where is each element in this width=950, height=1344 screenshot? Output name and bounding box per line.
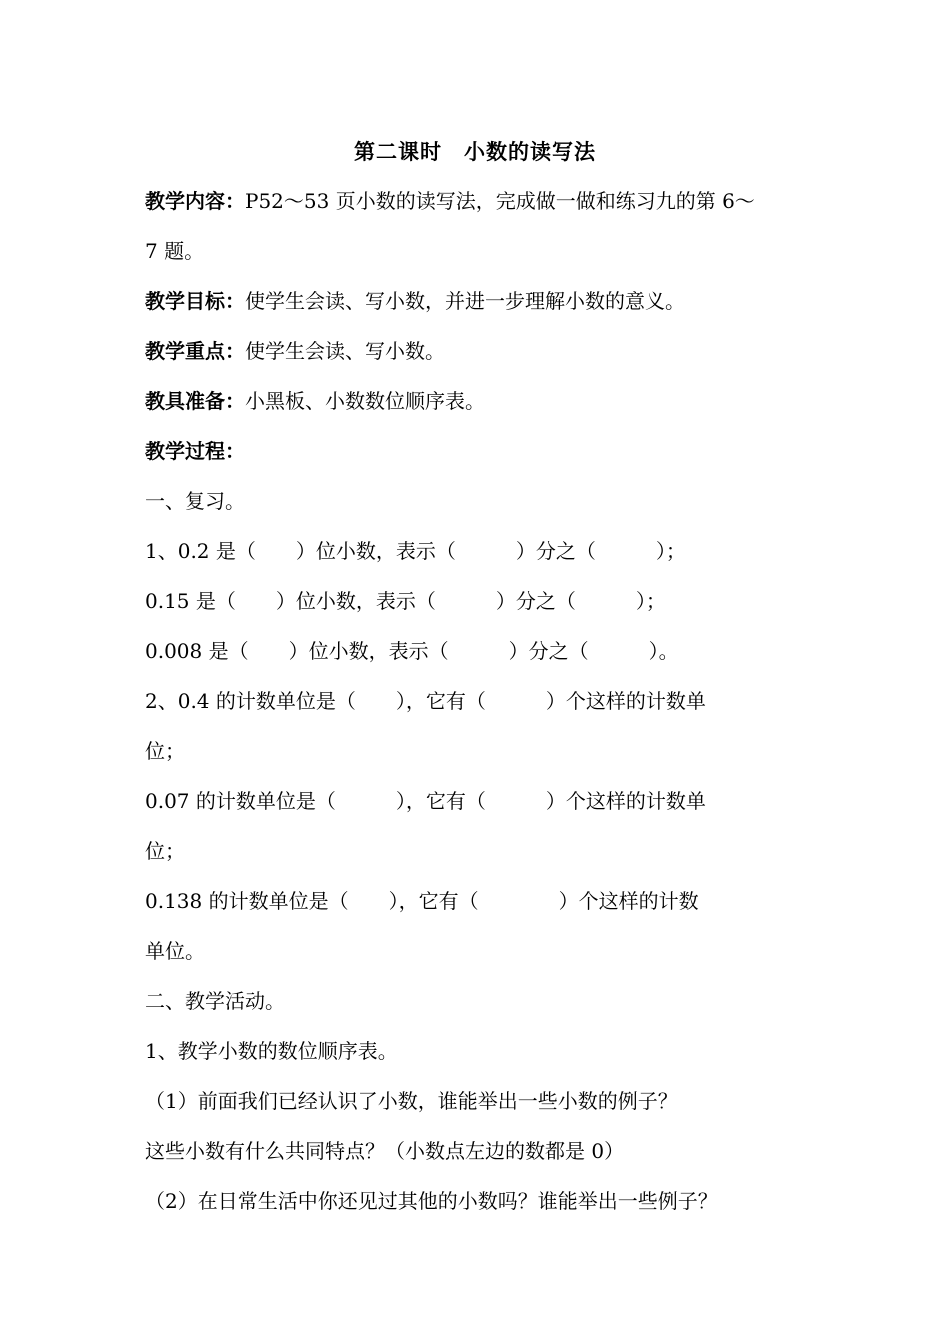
activity-subitem: （1）前面我们已经认识了小数，谁能举出一些小数的例子？ [145, 1089, 678, 1113]
review-question-continued: 位； [145, 839, 185, 863]
content-text: P52～53 页小数的读写法，完成做一做和练习九的第 6～ [245, 189, 755, 213]
review-question-continued: 位； [145, 739, 185, 763]
document-body [145, 183, 815, 1233]
activity-heading: 二、教学活动。 [145, 989, 285, 1013]
review-heading: 一、复习。 [145, 489, 245, 513]
tools-label: 教具准备： [145, 389, 245, 413]
review-question: 0.07 的计数单位是（ ），它有（ ）个这样的计数单 [145, 789, 706, 813]
review-question: 2、0.4 的计数单位是（ ），它有（ ）个这样的计数单 [145, 689, 706, 713]
review-question: 0.138 的计数单位是（ ），它有（ ）个这样的计数 [145, 889, 699, 913]
activity-subitem: （2）在日常生活中你还见过其他的小数吗？谁能举出一些例子？ [145, 1189, 718, 1213]
goal-line [145, 283, 815, 333]
process-label: 教学过程： [145, 439, 245, 463]
activity-subitem-continued: 这些小数有什么共同特点？（小数点左边的数都是 0） [145, 1139, 625, 1163]
review-question: 0.15 是（ ）位小数，表示（ ）分之（ ）； [145, 589, 666, 613]
activity-item: 1、教学小数的数位顺序表。 [145, 1039, 398, 1063]
focus-text: 使学生会读、写小数。 [245, 339, 445, 363]
review-question-continued: 单位。 [145, 939, 205, 963]
focus-label: 教学重点： [145, 339, 245, 363]
content-line [145, 183, 815, 233]
review-question: 0.008 是（ ）位小数，表示（ ）分之（ ）。 [145, 639, 679, 663]
review-question: 1、0.2 是（ ）位小数，表示（ ）分之（ ）； [145, 539, 686, 563]
goal-label: 教学目标： [145, 289, 245, 313]
process-line [145, 433, 815, 483]
content-line-continued: 7 题。 [145, 239, 205, 263]
goal-text: 使学生会读、写小数，并进一步理解小数的意义。 [245, 289, 685, 313]
page-title: 第二课时 小数的读写法 [354, 140, 596, 164]
tools-text: 小黑板、小数数位顺序表。 [245, 389, 485, 413]
tools-line [145, 383, 815, 433]
focus-line [145, 333, 815, 383]
content-label: 教学内容： [145, 189, 245, 213]
